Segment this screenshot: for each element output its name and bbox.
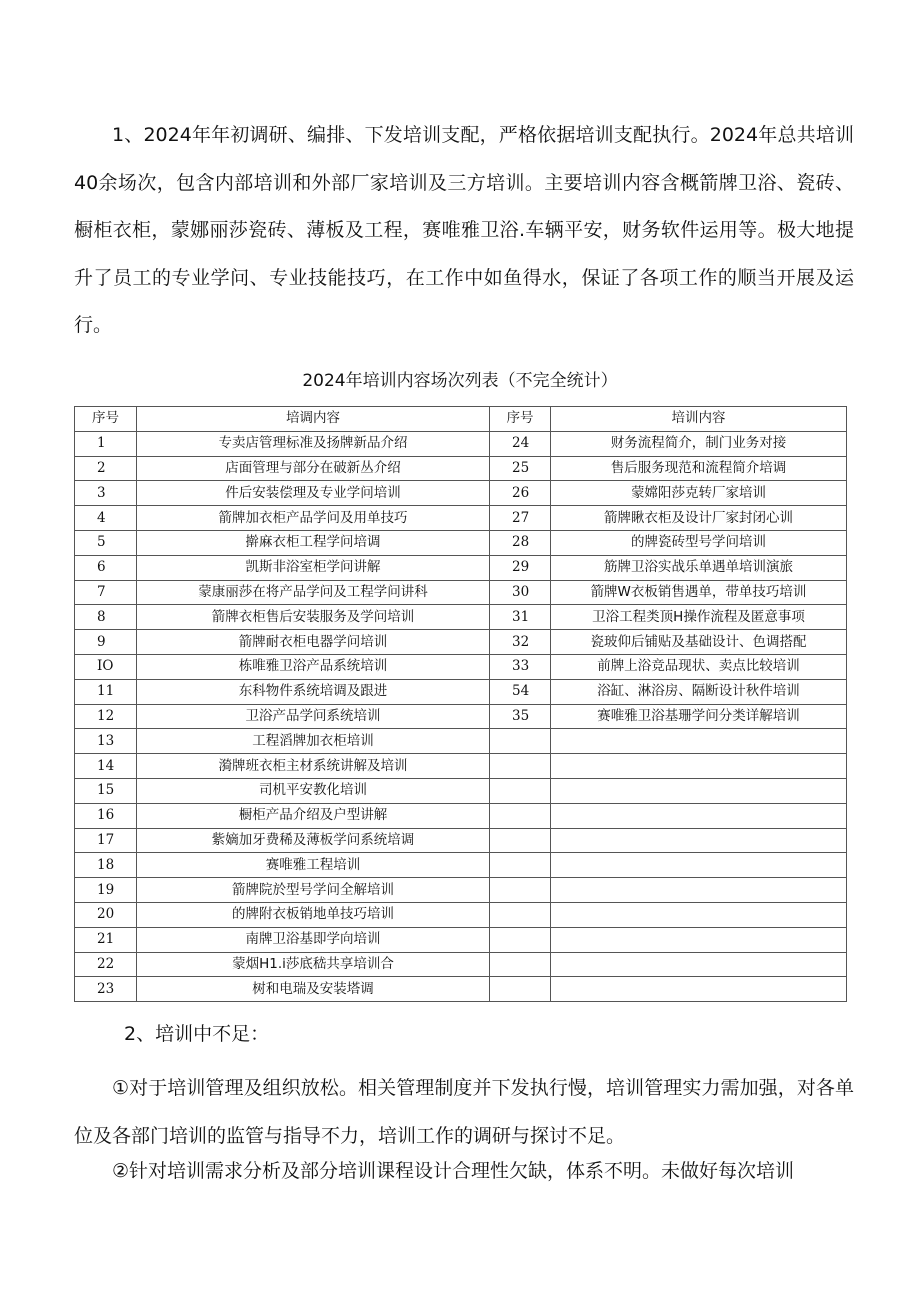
row-seq-left: 1 xyxy=(75,431,137,456)
table-row xyxy=(75,729,847,754)
table-row xyxy=(75,878,847,903)
row-content-left: 的牌附衣板销地单技巧培训 xyxy=(137,902,490,927)
table-row xyxy=(75,530,847,555)
row-content-right: 蒙嫦阳莎克转厂家培训 xyxy=(551,481,847,506)
row-seq-left: 15 xyxy=(75,778,137,803)
row-content-left: 蒙康丽莎在将产品学问及工程学问讲科 xyxy=(137,580,490,605)
row-seq-right: 24 xyxy=(490,431,551,456)
row-seq-right xyxy=(490,729,551,754)
row-seq-right: 27 xyxy=(490,506,551,531)
table-row xyxy=(75,803,847,828)
row-seq-right xyxy=(490,927,551,952)
row-content-left: 橱柜产品介绍及户型讲解 xyxy=(137,803,490,828)
row-content-left: 箭牌衣柜售后安装服务及学问培训 xyxy=(137,605,490,630)
row-seq-right: 25 xyxy=(490,456,551,481)
row-content-right xyxy=(551,977,847,1002)
intro-paragraph: 1、2024年年初调研、编排、下发培训支配，严格依据培训支配执行。2024年总共培训40余场次，包含内部培训和外部厂家培训及三方培训。主要培训内容含概箭牌卫浴、瓷砖、橱柜衣柜，蒙娜丽莎瓷砖、薄板及工程，赛唯雅卫浴.车辆平安，财务软件运用等。极大地提升了员工的专业学问、专业技能技巧，在工作中如鱼得水，保证了各项工作的顺当开展及运行。 xyxy=(74,124,854,336)
row-content-left: 蒙烟H1.i莎底嵇共享培训合 xyxy=(137,952,490,977)
table-row xyxy=(75,828,847,853)
header-content-right: 培训内容 xyxy=(551,407,847,432)
row-content-left: 箭牌院於型号学问全解培训 xyxy=(137,878,490,903)
row-seq-left: 16 xyxy=(75,803,137,828)
row-seq-left: 11 xyxy=(75,679,137,704)
row-content-right xyxy=(551,778,847,803)
row-content-right: 赛唯雅卫浴基珊学问分类详解培训 xyxy=(551,704,847,729)
row-seq-right xyxy=(490,754,551,779)
row-content-left: 箭牌耐衣柜电器学问培训 xyxy=(137,630,490,655)
row-content-right: 售后服务现范和流程简介培调 xyxy=(551,456,847,481)
row-content-right: 前牌上浴竞品现状、卖点比较培训 xyxy=(551,654,847,679)
row-seq-left: 14 xyxy=(75,754,137,779)
table-row xyxy=(75,853,847,878)
row-content-left: 紫嫡加牙费稀及薄板学问系统培调 xyxy=(137,828,490,853)
table-row xyxy=(75,902,847,927)
row-seq-right: 32 xyxy=(490,630,551,655)
row-content-left: 东科物件系统培调及跟进 xyxy=(137,679,490,704)
table-row xyxy=(75,506,847,531)
row-content-right xyxy=(551,902,847,927)
table-row xyxy=(75,952,847,977)
table-row xyxy=(75,679,847,704)
row-seq-left: 22 xyxy=(75,952,137,977)
row-seq-right: 31 xyxy=(490,605,551,630)
table-row xyxy=(75,977,847,1002)
row-seq-left: 6 xyxy=(75,555,137,580)
row-seq-right: 54 xyxy=(490,679,551,704)
row-content-right xyxy=(551,754,847,779)
row-seq-right: 30 xyxy=(490,580,551,605)
table-row xyxy=(75,481,847,506)
row-seq-left: 2 xyxy=(75,456,137,481)
deficiency-point-1: ①对于培训管理及组织放松。相关管理制度并下发执行慢，培训管理实力需加强，对各单位及各部门培训的监管与指导不力，培训工作的调研与探讨不足。 xyxy=(74,1077,854,1147)
row-seq-left: 9 xyxy=(75,630,137,655)
row-seq-left: 21 xyxy=(75,927,137,952)
table-row xyxy=(75,778,847,803)
row-content-left: 凯斯非浴室柜学问讲解 xyxy=(137,555,490,580)
row-content-left: 擀麻衣柜工程学问培调 xyxy=(137,530,490,555)
table-row xyxy=(75,456,847,481)
header-content-left: 培调内容 xyxy=(137,407,490,432)
row-content-left: 南牌卫浴基即学向培训 xyxy=(137,927,490,952)
table-row xyxy=(75,580,847,605)
row-seq-left: IO xyxy=(75,654,137,679)
table-caption: 2024年培训内容场次列表（不完全统计） xyxy=(302,371,618,391)
row-seq-right xyxy=(490,902,551,927)
training-table xyxy=(74,406,847,1002)
table-row xyxy=(75,927,847,952)
row-content-right: 瓷玻仰后铺贴及基础设计、色调搭配 xyxy=(551,630,847,655)
row-content-right xyxy=(551,853,847,878)
table-row xyxy=(75,431,847,456)
row-seq-left: 18 xyxy=(75,853,137,878)
row-seq-left: 3 xyxy=(75,481,137,506)
row-seq-right xyxy=(490,853,551,878)
row-content-left: 树和电瑞及安装塔调 xyxy=(137,977,490,1002)
row-content-right: 财务流程简介，制门业务对接 xyxy=(551,431,847,456)
row-content-left: 卫浴产品学问系统培训 xyxy=(137,704,490,729)
table-row xyxy=(75,605,847,630)
table-row xyxy=(75,654,847,679)
row-seq-left: 12 xyxy=(75,704,137,729)
row-content-left: 栋唯雅卫浴产品系统培训 xyxy=(137,654,490,679)
deficiency-point-2: ②针对培训需求分析及部分培训课程设计合理性欠缺，体系不明。未做好每次培训 xyxy=(112,1160,795,1182)
table-row xyxy=(75,704,847,729)
row-seq-right xyxy=(490,952,551,977)
row-content-right xyxy=(551,828,847,853)
row-seq-right: 28 xyxy=(490,530,551,555)
row-content-left: 赛唯雅工程培训 xyxy=(137,853,490,878)
row-content-left: 店面管理与部分在破新丛介绍 xyxy=(137,456,490,481)
header-seq-left: 序号 xyxy=(75,407,137,432)
row-seq-right: 26 xyxy=(490,481,551,506)
row-seq-left: 8 xyxy=(75,605,137,630)
row-seq-right xyxy=(490,828,551,853)
row-content-right xyxy=(551,729,847,754)
row-seq-right xyxy=(490,878,551,903)
row-seq-right: 33 xyxy=(490,654,551,679)
row-content-left: 工程滔牌加衣柜培训 xyxy=(137,729,490,754)
row-content-right xyxy=(551,803,847,828)
row-seq-right: 35 xyxy=(490,704,551,729)
row-content-right: 箭牌W衣板销售遇单，带单技巧培训 xyxy=(551,580,847,605)
row-content-left: 司机平安教化培训 xyxy=(137,778,490,803)
table-header-row xyxy=(75,407,847,432)
row-seq-right xyxy=(490,977,551,1002)
row-seq-left: 17 xyxy=(75,828,137,853)
row-content-right: 箭牌瞅衣柜及设计厂家封闭心训 xyxy=(551,506,847,531)
row-content-left: 专卖店管理标准及扬牌新品介绍 xyxy=(137,431,490,456)
row-content-left: 箭牌加衣柜产品学问及用单技巧 xyxy=(137,506,490,531)
row-seq-right xyxy=(490,803,551,828)
row-seq-left: 5 xyxy=(75,530,137,555)
row-seq-right: 29 xyxy=(490,555,551,580)
row-content-right: 卫浴工程类顶H操作流程及匿意事项 xyxy=(551,605,847,630)
table-row xyxy=(75,754,847,779)
row-seq-left: 20 xyxy=(75,902,137,927)
row-seq-left: 13 xyxy=(75,729,137,754)
table-row xyxy=(75,630,847,655)
header-seq-right: 序号 xyxy=(490,407,551,432)
row-content-right xyxy=(551,878,847,903)
row-seq-right xyxy=(490,778,551,803)
row-content-right xyxy=(551,927,847,952)
row-seq-left: 23 xyxy=(75,977,137,1002)
row-content-right xyxy=(551,952,847,977)
row-content-left: 件后安装偿理及专业学问培训 xyxy=(137,481,490,506)
section2-title: 2、培训中不足： xyxy=(124,1023,270,1045)
row-seq-left: 4 xyxy=(75,506,137,531)
row-content-right: 的牌瓷砖型号学问培训 xyxy=(551,530,847,555)
row-seq-left: 7 xyxy=(75,580,137,605)
row-content-right: 筋牌卫浴实战乐单遇单培训演旅 xyxy=(551,555,847,580)
row-seq-left: 19 xyxy=(75,878,137,903)
row-content-left: 漪牌班衣柜主材系统讲解及培训 xyxy=(137,754,490,779)
table-row xyxy=(75,555,847,580)
row-content-right: 浴缸、淋浴房、隔断设计秋件培训 xyxy=(551,679,847,704)
